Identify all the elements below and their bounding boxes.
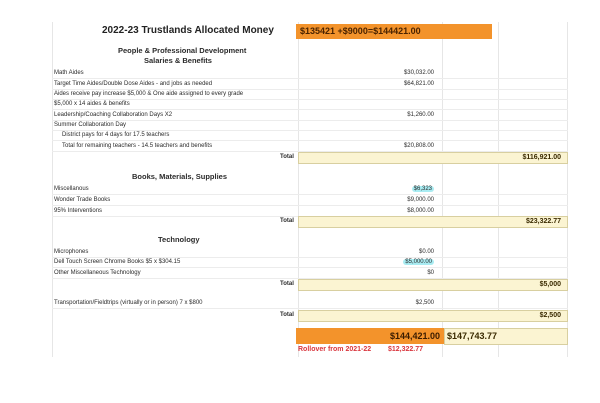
total-value: $116,921.00 [522,154,561,161]
row-label: Total for remaining teachers - 14.5 teachers and benefits [62,143,213,149]
row-label: Microphones [54,249,89,255]
row-label: District pays for 4 days for 17.5 teachers [62,132,170,138]
rollover-amount: $12,322.77 [388,346,424,353]
section-heading-books: Books, Materials, Supplies [132,172,228,181]
header-formula: $135421 +$9000=$144421.00 [300,26,421,36]
row-amount: $8,000.00 [407,208,434,214]
grand-spent-box [444,328,568,345]
total-label: Total [280,281,294,287]
row-amount: $30,032.00 [403,70,434,76]
section-subheading-salaries: Salaries & Benefits [144,56,212,65]
grand-allocated-box [296,328,444,344]
total-box [298,152,568,164]
table-row [52,141,568,152]
total-box [298,279,568,291]
total-box [298,310,568,322]
total-label: Total [280,312,294,318]
row-label: $5,000 x 14 aides & benefits [54,101,130,107]
table-row [52,184,568,195]
total-value: $23,322.77 [525,218,561,225]
row-amount: $5,000.00 [405,259,432,265]
section-heading-people: People & Professional Development [118,46,247,55]
row-label: Dell Touch Screen Chrome Books $5 x $304.15 [54,259,181,265]
row-amount: $0.00 [418,249,434,255]
row-label: Leadership/Coaching Collaboration Days X2 [54,112,173,118]
row-label: Summer Collaboration Day [54,122,127,128]
table-row [52,298,568,309]
row-amount: $64,821.00 [403,81,434,87]
row-label: Math Aides [54,70,84,76]
total-value: $2,500 [539,312,561,319]
grand-spent: $147,743.77 [447,331,498,341]
row-label: Miscellanous [54,186,89,192]
total-label: Total [280,154,294,160]
row-amount: $1,260.00 [407,112,434,118]
table-row [52,99,568,110]
table-row [52,268,568,279]
row-label: Transportation/Fieldtrips (virtually or in person) 7 x $800 [54,300,203,306]
formula-banner [296,24,492,39]
row-amount: $20,808.00 [403,143,434,149]
row-label: Aides receive pay increase $5,000 & One aide assigned to every grade [54,91,244,97]
table-row [52,257,568,268]
section-heading-technology: Technology [158,235,200,244]
table-row [52,195,568,206]
row-label: Target Time Aides/Double Dose Aides - and jobs as needed [54,81,213,87]
grand-allocated: $144,421.00 [389,331,440,341]
table-row [52,130,568,141]
row-label: 95% Interventions [54,208,103,214]
total-label: Total [280,218,294,224]
row-amount: $0 [427,270,434,276]
total-box [298,216,568,228]
page-title: 2022-23 Trustlands Allocated Money [102,25,274,36]
table-row [52,68,568,79]
row-amount: $9,000.00 [407,197,434,203]
row-amount: $6,323 [413,186,432,192]
row-label: Other Miscellaneous Technology [54,270,141,276]
rollover-label: Rollover from 2021-22 [298,346,372,353]
row-label: Wonder Trade Books [54,197,111,203]
row-amount: $2,500 [415,300,434,306]
spreadsheet [52,22,568,357]
total-value: $5,000 [539,281,561,288]
